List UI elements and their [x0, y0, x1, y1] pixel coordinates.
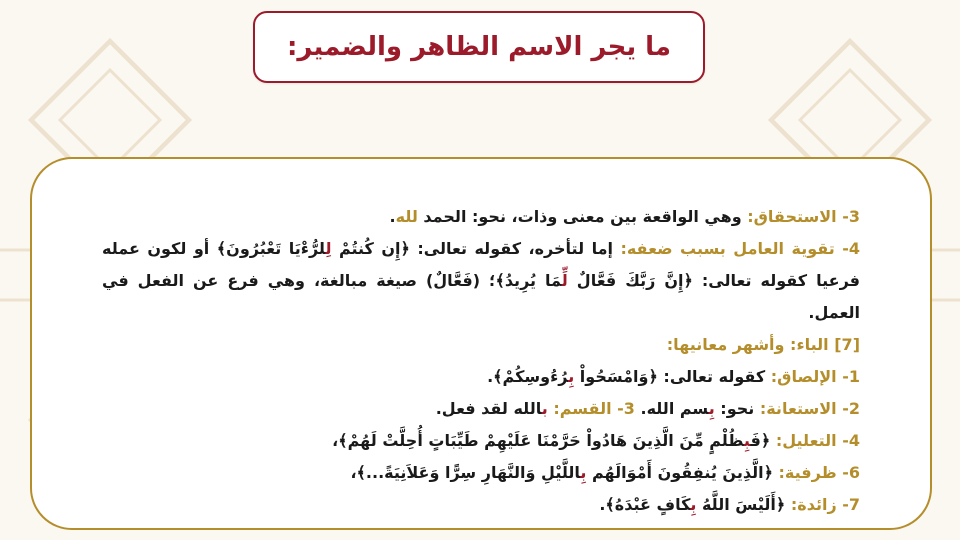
particle-bi: بِ [568, 367, 575, 386]
line-zarfiya [102, 457, 860, 489]
text-bismillah: سم الله. [634, 399, 709, 418]
label-istiana: 2- الاستعانة: [759, 399, 860, 418]
quran-verse-b: لرُّءْيَا تَعْبُرُونَ﴾ [216, 239, 326, 258]
quran-verse-a: ﴿إِن كُنتُمْ [331, 239, 410, 258]
text-qasam: الله لقد فعل. [435, 399, 542, 418]
text-strengthening-b: أو لكون عمله فرعيا كقوله تعالى: [102, 239, 861, 290]
content-text [102, 201, 860, 521]
punct: . [487, 367, 494, 386]
text-ilsaq: كقوله تعالى: [657, 367, 771, 386]
quran-talil: ظُلْمٍ مِّنَ الَّذِينَ هَادُواْ حَرَّمْنَا عَلَيْهِمْ طَيِّبَاتٍ أُحِلَّتْ لَهُمْ﴾ [338, 431, 744, 450]
line-istiana [102, 393, 860, 425]
word-lillah: لله [395, 207, 418, 226]
label-zaida: 7- زائدة: [790, 495, 860, 514]
particle-b: ب [541, 399, 548, 418]
text-entitlement: وهي الواقعة بين معنى وذات، نحو: الحمد [417, 207, 748, 226]
content-panel [30, 157, 932, 530]
particle-li-2: لِّ [561, 271, 568, 290]
quran-zaida-a: ﴿أَلَيْسَ اللَّهُ [696, 495, 791, 514]
quran-verse-c: ﴿إِنَّ رَبَّكَ فَعَّالٌ [567, 271, 693, 290]
label-talil: 4- التعليل: [775, 431, 860, 450]
quran-zarfiya-a: ﴿الَّذِينَ يُنفِقُونَ أَمْوَالَهُم [586, 463, 779, 482]
quran-ilsaq-b: رُءُوسِكُمْ﴾ [493, 367, 569, 386]
particle-bi-5: بِ [690, 495, 697, 514]
line-zaida [102, 489, 860, 521]
label-qasam: 3- القسم: [553, 399, 635, 418]
heading-ba: [7] الباء: وأشهر معانيها: [666, 335, 860, 354]
quran-talil-open: ﴿فَ [750, 431, 776, 450]
line-ba-heading [102, 329, 860, 361]
text-strengthening-a: إما لتأخره، كقوله تعالى: [409, 239, 621, 258]
title-banner [253, 11, 705, 83]
particle-bi-3: بِ [743, 431, 751, 450]
page-title: ما يجر الاسم الظاهر والضمير: [286, 32, 671, 62]
text-istiana: نحو: [714, 399, 760, 418]
label-strengthening: 4- تقوية العامل بسبب ضعفه: [620, 239, 861, 258]
punct: . [389, 207, 396, 226]
label-zarfiya: 6- ظرفية: [778, 463, 860, 482]
quran-ilsaq-a: ﴿وَامْسَحُواْ [574, 367, 658, 386]
label-ilsaq: 1- الإلصاق: [770, 367, 860, 386]
line-strengthening [102, 233, 860, 329]
punct: ، [350, 463, 357, 482]
line-entitlement [102, 201, 860, 233]
punct: ، [332, 431, 339, 450]
quran-zaida-b: كَافٍ عَبْدَهُ﴾ [605, 495, 691, 514]
particle-li: لِ [325, 239, 332, 258]
line-ilsaq [102, 361, 860, 393]
line-talil [102, 425, 860, 457]
quran-zarfiya-b: اللَّيْلِ وَالنَّهَارِ سِرًّا وَعَلاَنِيَةً...﴾ [356, 463, 581, 482]
quran-verse-d: مَا يُرِيدُ﴾ [495, 271, 562, 290]
label-entitlement: 3- الاستحقاق: [747, 207, 860, 226]
text-strengthening-c: ؛ (فَعَّالٌ) صيغة مبالغة، وهي فرع عن الفعل في العمل. [102, 271, 860, 322]
particle-bi-4: بِ [580, 463, 587, 482]
punct: . [599, 495, 606, 514]
particle-bi-2: بِ [708, 399, 715, 418]
